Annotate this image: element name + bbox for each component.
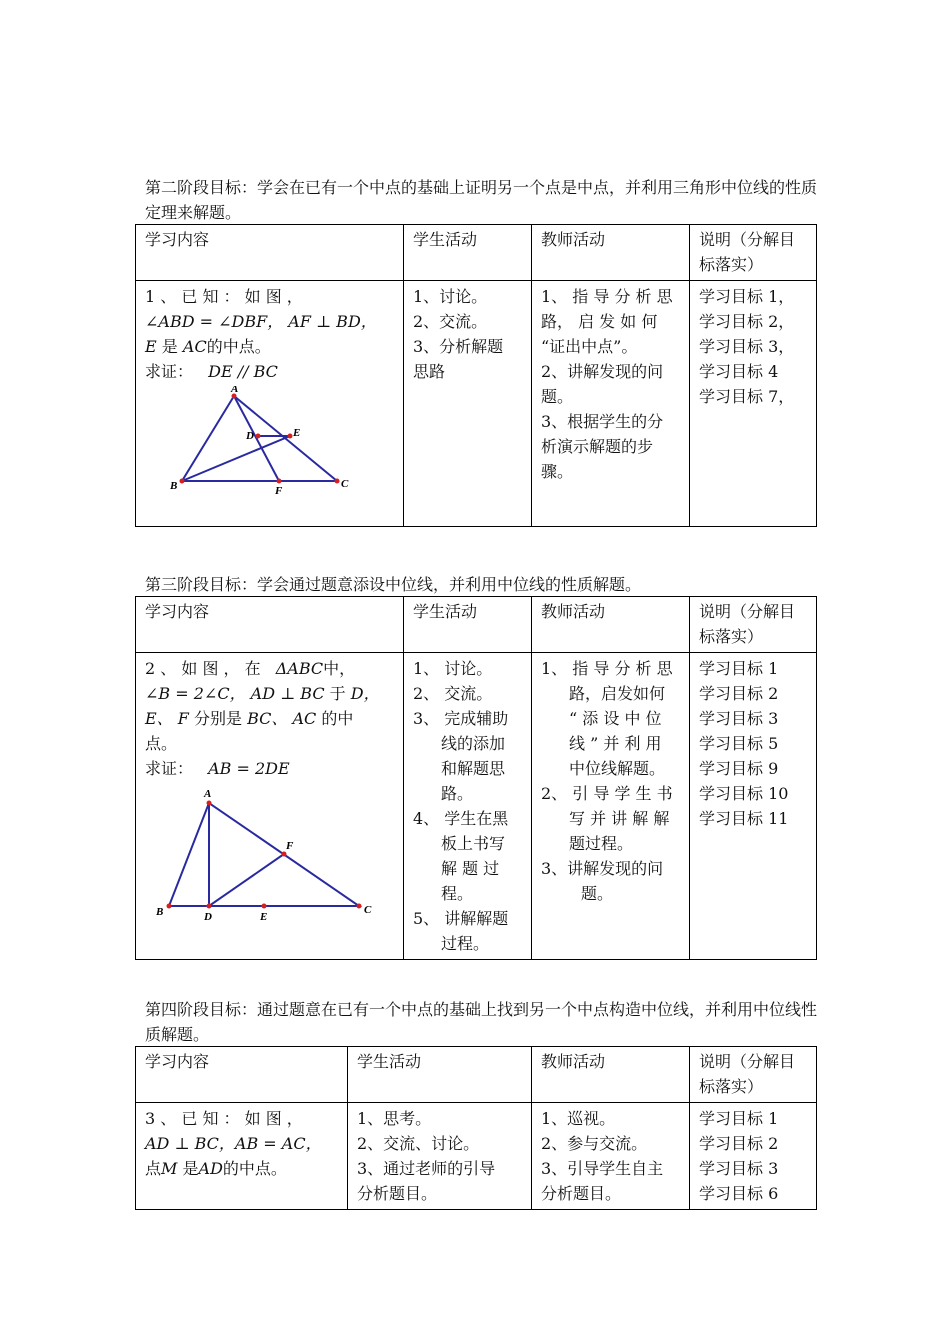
problem-line	[145, 656, 395, 681]
stage3-table	[135, 596, 817, 960]
header-teacher: 教师活动	[532, 597, 690, 653]
list-item: 思路	[413, 362, 446, 381]
student-activity-cell	[404, 281, 532, 527]
list-item: 写 并 讲 解 解	[569, 809, 670, 828]
label-e: E	[260, 911, 268, 921]
table-row	[136, 1103, 817, 1210]
header-content: 学习内容	[136, 1047, 348, 1103]
triangle-figure-2	[149, 781, 389, 921]
stage3-goal: 第三阶段目标：学会通过题意添设中位线，并利用中位线的性质解题。	[145, 575, 642, 594]
list-item: 2、参与交流。	[541, 1134, 648, 1153]
point-d	[256, 434, 261, 439]
notes-cell	[690, 653, 817, 960]
problem-line	[145, 334, 395, 359]
list-item: 学习目标 3	[699, 1159, 779, 1178]
notes-cell	[690, 281, 817, 527]
list-item: 3、 完成辅助	[413, 709, 509, 728]
label-b: B	[156, 906, 164, 918]
list-item: 路。	[441, 784, 474, 803]
text: 是	[182, 1159, 199, 1178]
teacher-activity-cell	[532, 1103, 690, 1210]
header-teacher: 教师活动	[532, 1047, 690, 1103]
list-item: 中位线解题。	[569, 759, 666, 778]
point-f	[277, 479, 282, 484]
text: 的中点。	[222, 1159, 287, 1178]
problem-cell	[136, 653, 404, 960]
list-item: 学习目标 9	[699, 759, 779, 778]
header-notes: 说明（分解目标落实）	[690, 1047, 817, 1103]
list-item: 学习目标 2	[699, 684, 779, 703]
math-symbol: M	[161, 1159, 178, 1178]
label-c: C	[364, 904, 372, 916]
stage4-table	[135, 1046, 817, 1210]
list-item: 学习目标 2，	[699, 312, 795, 331]
list-item: 2、 引 导 学 生 书	[541, 784, 673, 803]
list-item: 1、巡视。	[541, 1109, 616, 1128]
problem-condition: ∠B = 2∠C， AD ⊥ BC	[145, 684, 325, 703]
prove-statement: AB = 2DE	[208, 759, 290, 778]
math-symbol: AD	[198, 1159, 223, 1178]
list-item: 学习目标 3，	[699, 337, 795, 356]
point-b	[167, 904, 172, 909]
triangle-abc	[182, 396, 337, 481]
list-item: 1、 指 导 分 析 思	[541, 287, 673, 306]
label-f: F	[275, 485, 283, 497]
header-student: 学生活动	[404, 225, 532, 281]
triangle-abc	[169, 803, 359, 906]
point-b	[180, 479, 185, 484]
text: 分别是	[193, 709, 242, 728]
label-a: A	[204, 788, 212, 800]
prove-line	[145, 359, 395, 384]
math-symbol: E	[145, 337, 157, 356]
table-row	[136, 653, 817, 960]
header-teacher: 教师活动	[532, 225, 690, 281]
table-row	[136, 281, 817, 527]
point-e	[288, 434, 293, 439]
problem-cell	[136, 281, 404, 527]
label-b: B	[170, 480, 178, 492]
problem-line	[145, 706, 395, 731]
list-item: “证出中点”。	[541, 337, 638, 356]
list-item: 3、根据学生的分	[541, 412, 664, 431]
problem-line: 点。	[145, 734, 178, 753]
teacher-activity-cell	[532, 281, 690, 527]
prove-line	[145, 756, 395, 781]
list-item: 1、 指 导 分 析 思	[541, 659, 673, 678]
list-item: 1、思考。	[357, 1109, 432, 1128]
teacher-activity-cell	[532, 653, 690, 960]
list-item: 5、 讲解解题	[413, 909, 509, 928]
list-item: 板上书写	[441, 834, 506, 853]
math-symbol: E、 F	[145, 709, 189, 728]
header-student: 学生活动	[404, 597, 532, 653]
list-item: 题。	[581, 884, 614, 903]
triangle-figure-1	[167, 386, 357, 501]
list-item: 2、讲解发现的问	[541, 362, 664, 381]
list-item: 题。	[541, 387, 574, 406]
list-item: 3、分析解题	[413, 337, 504, 356]
list-item: 学习目标 1	[699, 1109, 779, 1128]
list-item: 学习目标 11	[699, 809, 789, 828]
text: 的中	[321, 709, 354, 728]
list-item: 线 ” 并 利 用	[569, 734, 662, 753]
math-symbol: AC	[182, 337, 207, 356]
header-notes: 说明（分解目标落实）	[690, 225, 817, 281]
list-item: 学习目标 6	[699, 1184, 779, 1203]
list-item: 骤。	[541, 462, 574, 481]
list-item: “ 添 设 中 位	[569, 709, 662, 728]
math-symbol: D，	[350, 684, 380, 703]
notes-cell	[690, 1103, 817, 1210]
text: 于	[329, 684, 346, 703]
list-item: 学习目标 2	[699, 1134, 779, 1153]
list-item: 分析题目。	[541, 1184, 622, 1203]
label-f: F	[286, 840, 294, 852]
list-item: 题过程。	[569, 834, 634, 853]
label-d: D	[246, 430, 254, 442]
text: 是	[161, 337, 178, 356]
list-item: 学习目标 7，	[699, 387, 795, 406]
problem-line: 3 、 已 知 ： 如 图 ，	[145, 1109, 303, 1128]
table-header-row	[136, 1047, 817, 1103]
student-activity-cell	[404, 653, 532, 960]
problem-cell	[136, 1103, 348, 1210]
table-header-row	[136, 597, 817, 653]
list-item: 析演示解题的步	[541, 437, 654, 456]
list-item: 1、 讨论。	[413, 659, 493, 678]
header-content: 学习内容	[136, 597, 404, 653]
list-item: 2、交流、讨论。	[357, 1134, 480, 1153]
prove-label: 求证：	[145, 759, 194, 778]
text: 的中点。	[206, 337, 271, 356]
list-item: 路，启发如何	[569, 684, 666, 703]
math-symbol: BC、 AC	[247, 709, 317, 728]
list-item: 学习目标 5	[699, 734, 779, 753]
table-header-row	[136, 225, 817, 281]
list-item: 学习目标 1，	[699, 287, 795, 306]
list-item: 和解题思	[441, 759, 506, 778]
text: 中，	[323, 659, 356, 678]
list-item: 线的添加	[441, 734, 506, 753]
list-item: 学习目标 4	[699, 362, 779, 381]
student-activity-cell	[348, 1103, 532, 1210]
list-item: 程。	[441, 884, 474, 903]
point-a	[207, 801, 212, 806]
stage4-goal: 第四阶段目标：通过题意在已有一个中点的基础上找到另一个中点构造中位线，并利用中位线性质解题。	[145, 1000, 818, 1044]
header-content: 学习内容	[136, 225, 404, 281]
list-item: 2、 交流。	[413, 684, 493, 703]
list-item: 4、 学生在黑	[413, 809, 509, 828]
label-d: D	[204, 911, 212, 921]
label-e: E	[293, 427, 301, 439]
list-item: 分析题目。	[357, 1184, 438, 1203]
label-a: A	[231, 386, 239, 395]
list-item: 学习目标 3	[699, 709, 779, 728]
point-c	[357, 904, 362, 909]
problem-line	[145, 681, 395, 706]
prove-label: 求证：	[145, 362, 194, 381]
segment-af	[234, 396, 279, 481]
header-student: 学生活动	[348, 1047, 532, 1103]
problem-condition: ∠ABD = ∠DBF， AF ⊥ BD，	[145, 312, 377, 331]
list-item: 学习目标 1	[699, 659, 779, 678]
list-item: 过程。	[441, 934, 490, 953]
list-item: 路， 启 发 如 何	[541, 312, 658, 331]
header-notes: 说明（分解目标落实）	[690, 597, 817, 653]
text: 2 、 如 图 ， 在	[145, 659, 261, 678]
point-c	[335, 479, 340, 484]
point-f	[282, 852, 287, 857]
math-symbol: ΔABC	[275, 659, 324, 678]
text: 点	[145, 1159, 162, 1178]
problem-line	[145, 1156, 339, 1181]
list-item: 解 题 过	[441, 859, 500, 878]
point-d	[207, 904, 212, 909]
segment-df	[209, 854, 284, 906]
stage2-goal: 第二阶段目标：学会在已有一个中点的基础上证明另一个点是中点，并利用三角形中位线的性质定理来解题。	[145, 178, 818, 222]
problem-condition: AD ⊥ BC，AB = AC，	[145, 1134, 322, 1153]
list-item: 3、引导学生自主	[541, 1159, 664, 1178]
list-item: 3、讲解发现的问	[541, 859, 664, 878]
list-item: 2、交流。	[413, 312, 488, 331]
stage2-table	[135, 224, 817, 527]
list-item: 学习目标 10	[699, 784, 789, 803]
prove-statement: DE // BC	[208, 362, 278, 381]
label-c: C	[341, 478, 349, 490]
list-item: 1、讨论。	[413, 287, 488, 306]
problem-line: 1 、 已 知 ： 如 图 ，	[145, 287, 303, 306]
point-e	[262, 904, 267, 909]
segment-bd-extended	[182, 436, 290, 481]
list-item: 3、通过老师的引导	[357, 1159, 496, 1178]
